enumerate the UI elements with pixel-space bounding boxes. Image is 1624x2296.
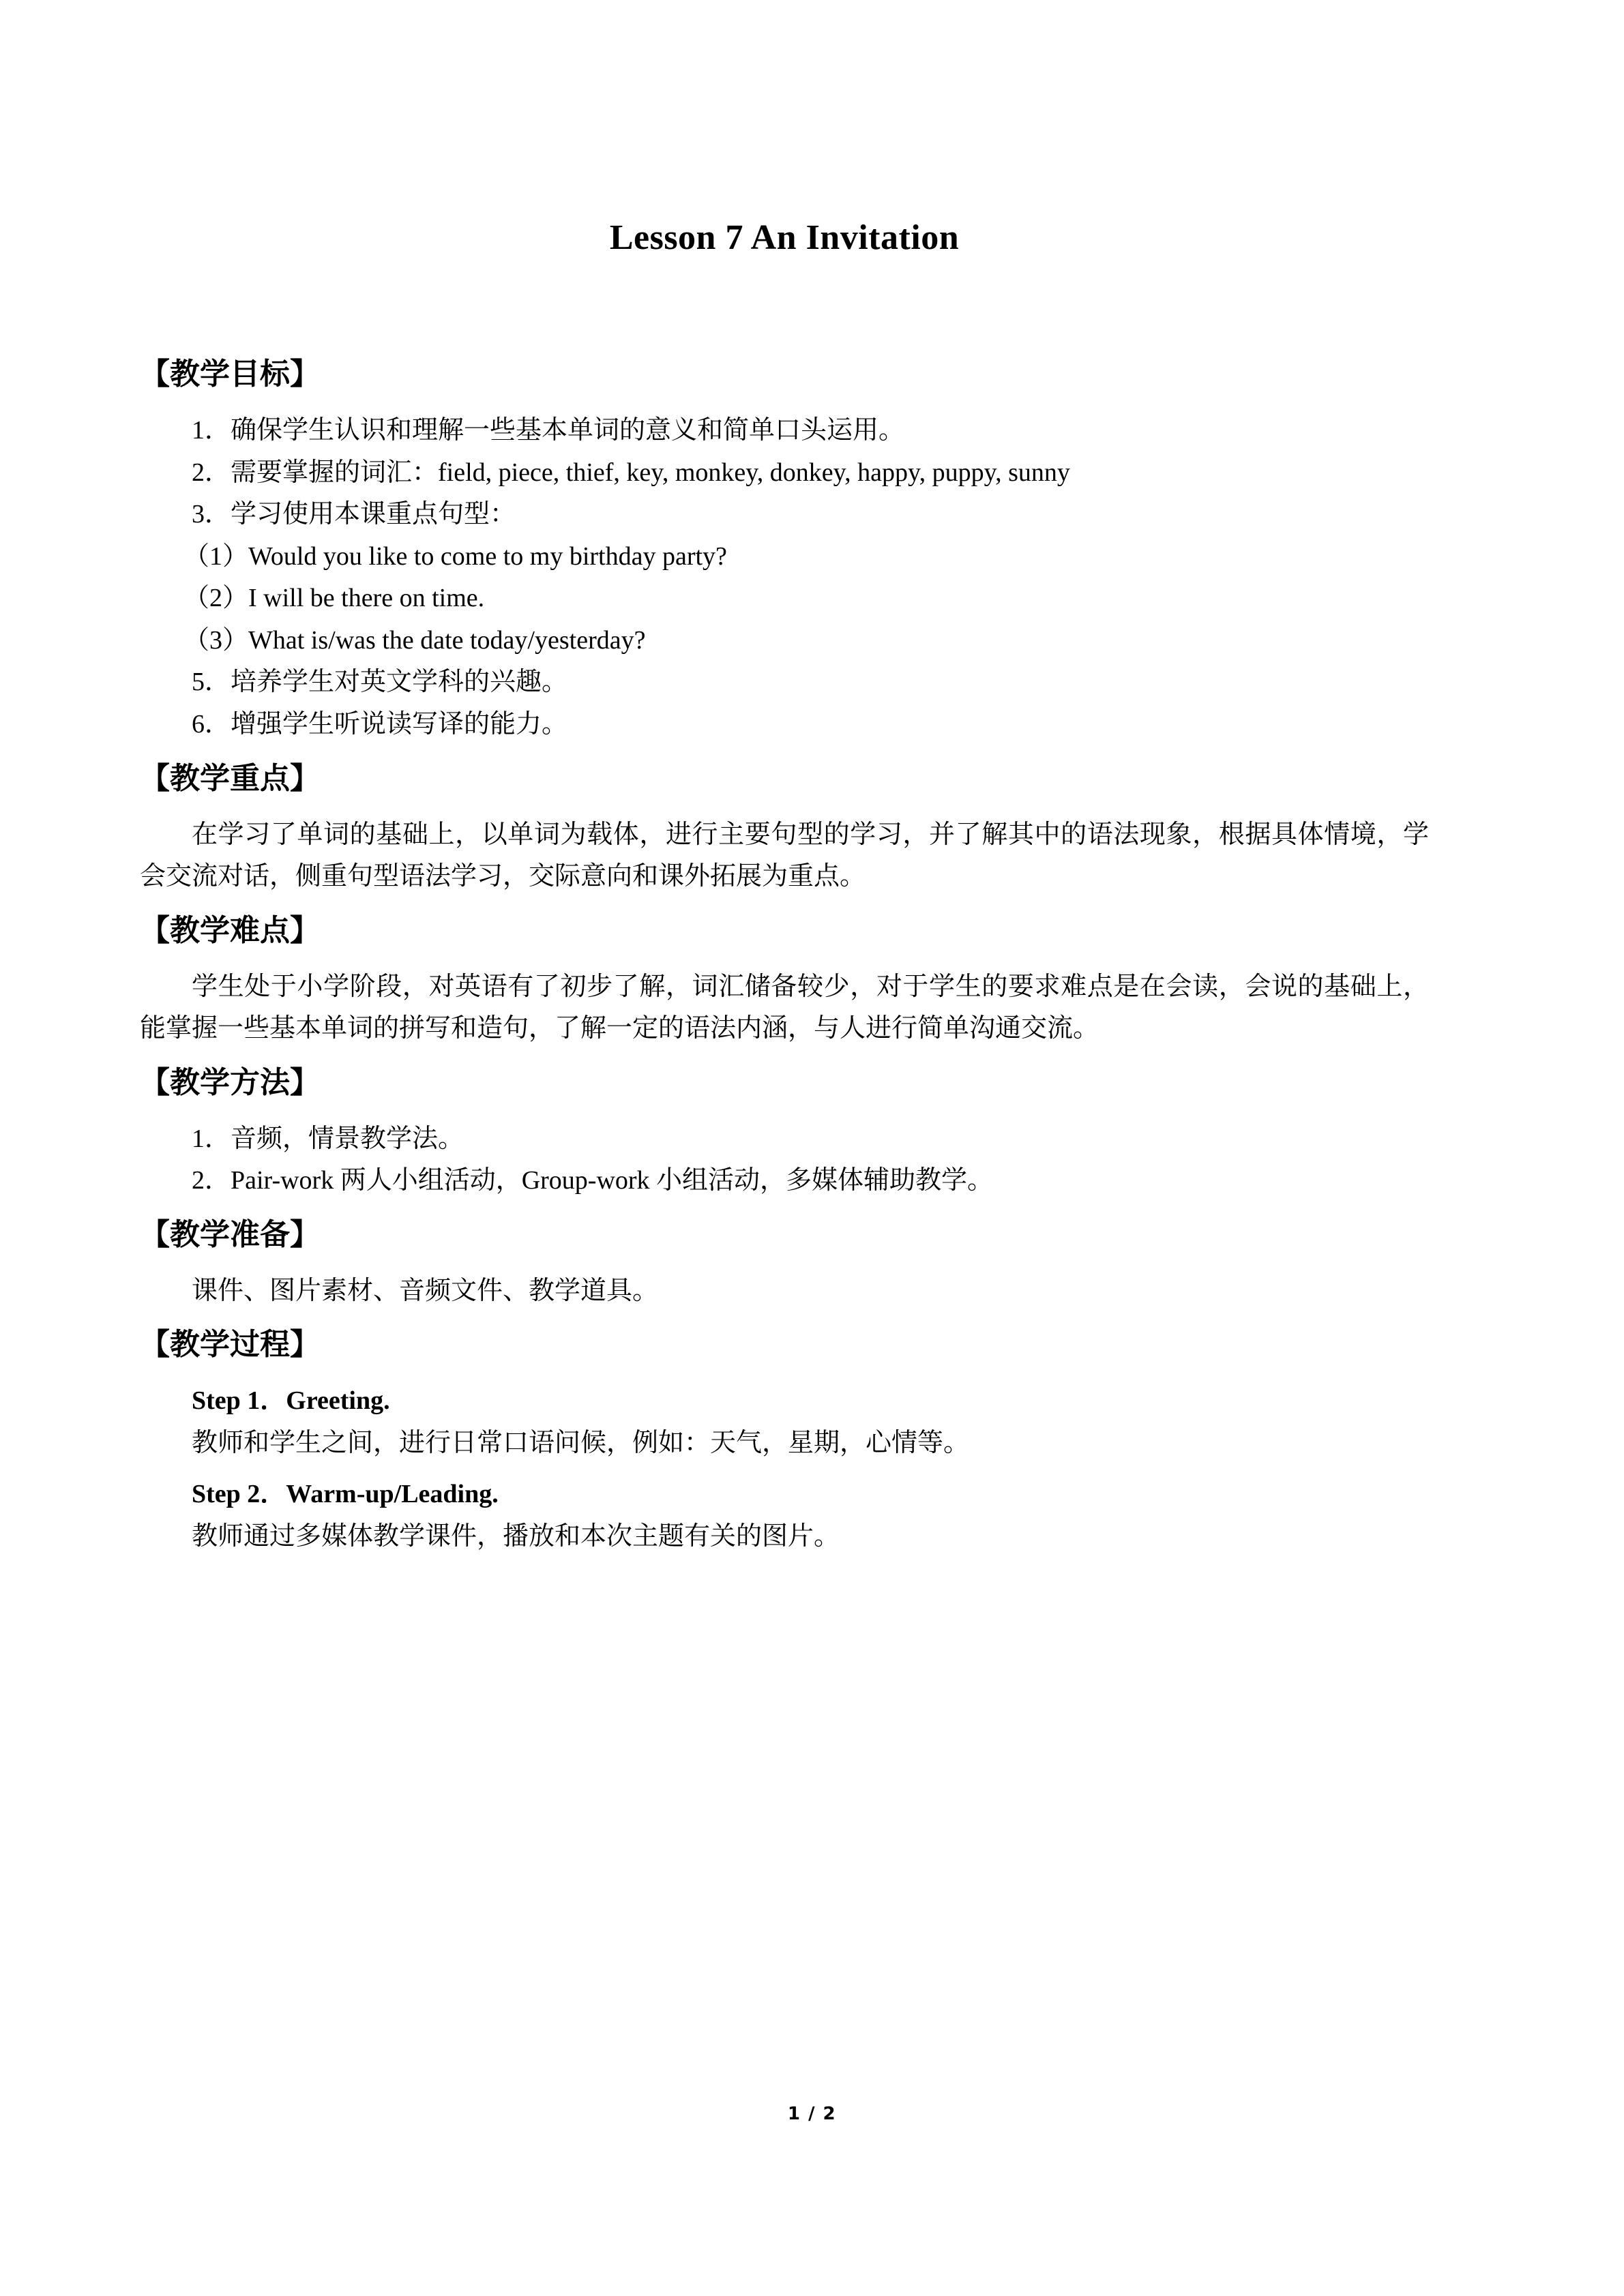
objective-item-1: 1．确保学生认识和理解一些基本单词的意义和简单口头运用。 (192, 416, 905, 445)
step-2-title: Step 2．Warm-up/Leading. (192, 1480, 499, 1509)
difficulties-body: 学生处于小学阶段，对英语有了初步了解，词汇储备较少，对于学生的要求难点是在会读，会说的基础上，能掌握一些基本单词的拼写和造句，了解一定的语法内涵，与人进行简单沟通交流。 (140, 972, 1429, 1043)
step-1-title: Step 1．Greeting. (192, 1386, 390, 1416)
section-heading-preparation: 【教学准备】 (140, 1217, 320, 1252)
objective-item-5: 5．培养学生对英文学科的兴趣。 (192, 668, 568, 697)
preparation-body: 课件、图片素材、音频文件、教学道具。 (192, 1276, 659, 1305)
objective-pattern-2: （2）I will be there on time. (183, 584, 485, 613)
section-heading-difficulties: 【教学难点】 (140, 912, 320, 948)
page-number-footer: 1 / 2 (787, 2104, 837, 2124)
key-points-body: 在学习了单词的基础上，以单词为载体，进行主要句型的学习，并了解其中的语法现象，根据具体情境，学会交流对话，侧重句型语法学习，交际意向和课外拓展为重点。 (140, 820, 1429, 891)
section-heading-procedure: 【教学过程】 (140, 1327, 320, 1362)
objective-item-3: 3．学习使用本课重点句型： (192, 500, 516, 529)
objective-item-2: 2．需要掌握的词汇：field, piece, thief, key, monkey, donkey, happy, puppy, sunny (192, 458, 1070, 487)
page-title: Lesson 7 An Invitation (609, 218, 960, 257)
step-2-body: 教师通过多媒体教学课件，播放和本次主题有关的图片。 (192, 1522, 840, 1551)
section-heading-objectives: 【教学目标】 (140, 357, 320, 392)
method-item-2: 2．Pair-work 两人小组活动，Group-work 小组活动，多媒体辅助教学。 (192, 1166, 994, 1195)
step-1-body: 教师和学生之间，进行日常口语问候，例如：天气，星期，心情等。 (192, 1428, 970, 1457)
objective-item-6: 6．增强学生听说读写译的能力。 (192, 710, 568, 739)
page-content (140, 0, 1429, 1558)
section-heading-key-points: 【教学重点】 (140, 760, 320, 796)
objective-pattern-3: （3）What is/was the date today/yesterday? (183, 625, 646, 655)
method-item-1: 1．音频，情景教学法。 (192, 1124, 464, 1153)
section-heading-methods: 【教学方法】 (140, 1064, 320, 1100)
objective-pattern-1: （1）Would you like to come to my birthday party? (183, 541, 727, 571)
